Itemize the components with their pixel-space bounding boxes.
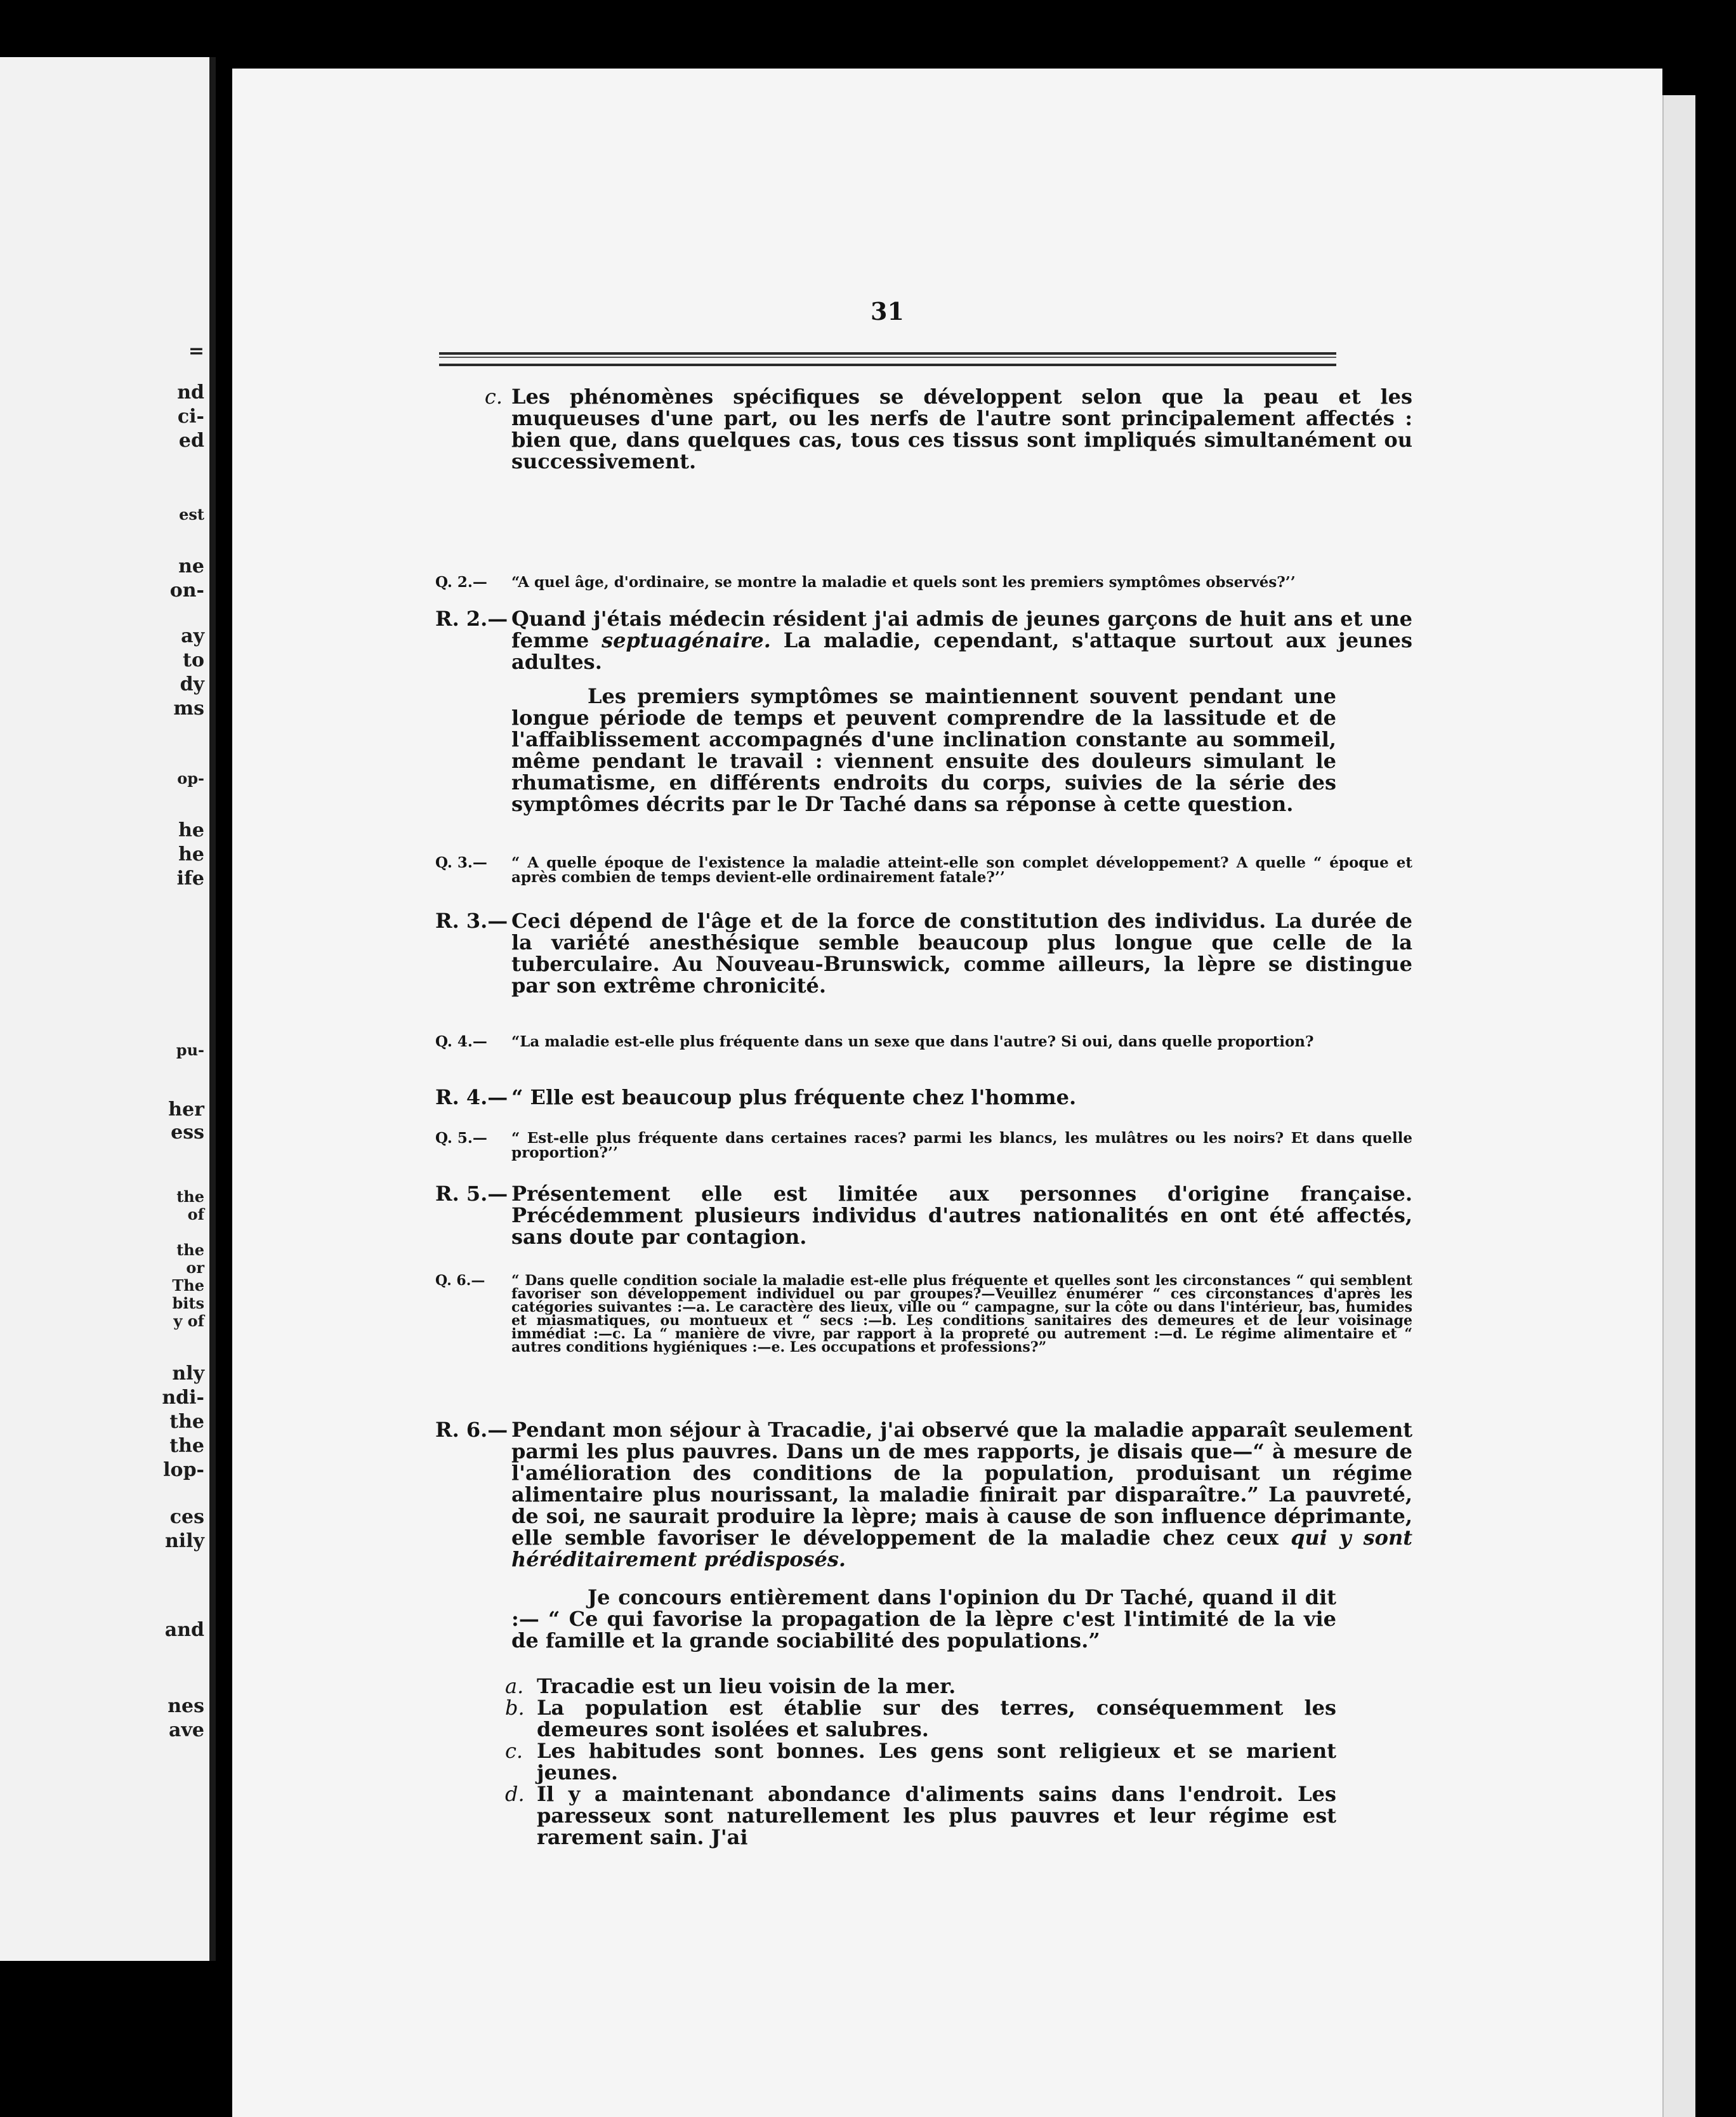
question-3 <box>435 855 1412 885</box>
left-text-fragment: the <box>169 1411 204 1433</box>
question-6-text: “ Dans quelle condition sociale la maladie est-elle plus fréquente et quelles sont les circonstances “ qui semblent favoriser son développement individuel ou par groupes?—Veuillez énumérer “ ces circonstances d'après les catégories suivantes :—a. Le caractère des lieux, ville ou “ campagne, sur la côte ou dans l'intérieur, bas, humides et miasmatiques, ou montueux et “ secs :—b. Les conditions sanitaires des demeures et de leur voisinage immédiat :—c. La “ manière de vivre, par rapport à la propreté ou autrement :—d. Le régime alimentaire et “ autres conditions hygiéniques :—e. Les occupations et professions?” <box>511 1272 1412 1355</box>
left-text-fragment: y of <box>173 1312 204 1330</box>
document-page <box>232 69 1662 2117</box>
answer-4 <box>435 1086 1412 1108</box>
answer-4-text: “ Elle est beaucoup plus fréquente chez l'homme. <box>511 1085 1077 1109</box>
list-item-d: d. Il y a maintenant abondance d'aliments sains dans l'endroit. Les paresseux sont naturellement les plus pauvres et leur régime est rarement sain. J'ai <box>505 1782 1336 1849</box>
answer-4-label: R. 4.— <box>435 1085 508 1109</box>
page-number: 31 <box>871 297 904 326</box>
left-text-fragment: to <box>183 649 204 671</box>
left-text-fragment: ms <box>173 697 204 720</box>
left-text-fragment: dy <box>180 673 204 696</box>
question-5-label: Q. 5.— <box>435 1130 487 1147</box>
left-text-fragment: on- <box>169 579 204 602</box>
answer-2-paragraph-2: Les premiers symptômes se maintiennent souvent pendant une longue période de temps et peuvent comprendre de la lassitude et de l'affaiblissement accompagnés d'une inclination constante au sommeil, même pendant le travail : viennent ensuite des douleurs simulant le rhumatisme, en différents endroits du corps, suivies de la série des symptômes décrits par le Dr Taché dans sa réponse à cette question. <box>511 684 1336 816</box>
left-text-fragment: pu- <box>176 1041 204 1059</box>
left-text-fragment: of <box>187 1205 204 1223</box>
answer-5 <box>435 1183 1412 1248</box>
question-2-text: “A quel âge, d'ordinaire, se montre la maladie et quels sont les premiers symptômes observés?’’ <box>511 574 1296 591</box>
left-text-fragment: ci- <box>177 406 204 428</box>
left-text-fragment: nd <box>177 381 204 404</box>
left-facing-page <box>0 57 216 1961</box>
answer-2 <box>435 608 1412 673</box>
left-text-fragment: lop- <box>163 1459 204 1481</box>
question-5-text: “ Est-elle plus fréquente dans certaines races? parmi les blancs, les mulâtres ou les noirs? Et dans quelle proportion?’’ <box>511 1130 1412 1161</box>
left-text-fragment: est <box>179 505 204 524</box>
answer-6-paragraph-2: Je concours entièrement dans l'opinion du Dr Taché, quand il dit :— “ Ce qui favorise la propagation de la lèpre c'est l'intimité de la vie de famille et la grande sociabilité des populations.” <box>511 1585 1336 1652</box>
left-text-fragment: nily <box>164 1530 204 1552</box>
answer-6-label: R. 6.— <box>435 1418 508 1442</box>
left-text-fragment: he <box>178 819 204 841</box>
left-text-fragment: nes <box>168 1695 204 1717</box>
left-text-fragment: or <box>186 1258 204 1277</box>
item-c-label: c. <box>484 385 503 409</box>
left-text-fragment: ne <box>178 555 204 577</box>
answer-6 <box>435 1419 1412 1570</box>
left-text-fragment: and <box>164 1619 204 1641</box>
left-text-fragment: the <box>176 1187 204 1206</box>
question-2 <box>435 575 1412 590</box>
left-text-fragment: the <box>176 1241 204 1259</box>
list-item-c: c. Les habitudes sont bonnes. Les gens sont religieux et se marient jeunes. <box>505 1739 1336 1784</box>
header-rule <box>439 352 1336 366</box>
question-4 <box>435 1034 1412 1049</box>
list-item-b: b. La population est établie sur des terres, conséquemment les demeures sont isolées et salubres. <box>505 1696 1336 1741</box>
left-text-fragment: the <box>169 1435 204 1457</box>
answer-6-list <box>435 1675 1336 1848</box>
left-text-fragment: ed <box>178 430 204 452</box>
question-6 <box>435 1274 1412 1354</box>
item-c <box>435 386 1412 472</box>
left-text-fragment: her <box>168 1098 204 1121</box>
question-3-text: “ A quelle époque de l'existence la maladie atteint-elle son complet développement? A quelle “ époque et après combien de temps devient-elle ordinairement fatale?’’ <box>511 854 1412 886</box>
question-6-label: Q. 6.— <box>435 1272 485 1289</box>
left-text-fragment: ife <box>176 867 204 890</box>
left-text-fragment: op- <box>177 769 204 788</box>
answer-2-label: R. 2.— <box>435 607 508 631</box>
answer-6-text-a: Pendant mon séjour à Tracadie, j'ai observé que la maladie apparaît seulement parmi les plus pauvres. Dans un de mes rapports, je disais que—“ à mesure de l'amélioration des conditions de la population, produisant un régime alimentaire plus nourissant, la maladie finirait par disparaître.” La pauvreté, de soi, ne saurait produire la lèpre; mais à cause de son influence déprimante, elle semble favoriser le développement de la maladie chez ceux <box>511 1418 1412 1550</box>
left-rule-fragment: = <box>188 340 204 362</box>
item-c-text: Les phénomènes spécifiques se développent selon que la peau et les muqueuses d'une part, ou les nerfs de l'autre sont principalement affectés : bien que, dans quelques cas, tous ces tissus sont impliqués simultanément ou successivement. <box>511 385 1412 473</box>
answer-5-label: R. 5.— <box>435 1182 508 1206</box>
left-text-fragment: nly <box>172 1362 204 1385</box>
left-text-fragment: ess <box>171 1121 204 1144</box>
left-text-fragment: ndi- <box>162 1387 204 1409</box>
question-5 <box>435 1131 1412 1160</box>
left-text-fragment: ave <box>169 1719 204 1741</box>
question-2-label: Q. 2.— <box>435 574 487 591</box>
question-4-text: “La maladie est-elle plus fréquente dans un sexe que dans l'autre? Si oui, dans quelle proportion? <box>511 1033 1314 1050</box>
answer-2-italic: septuagénaire. <box>602 628 771 652</box>
answer-5-text: Présentement elle est limitée aux personnes d'origine française. Précédemment plusieurs individus d'autres nationalités en ont été affectés, sans doute par contagion. <box>511 1182 1412 1249</box>
answer-3-text: Ceci dépend de l'âge et de la force de constitution des individus. La durée de la variété anesthésique semble beaucoup plus longue que celle de la tuberculaire. Au Nouveau-Brunswick, comme ailleurs, la lèpre se distingue par son extrême chronicité. <box>511 909 1412 998</box>
list-item-a: a. Tracadie est un lieu voisin de la mer. <box>505 1674 956 1698</box>
answer-2-text-b: La maladie, cependant, s'attaque surtout aux jeunes adultes. <box>511 628 1413 674</box>
page-edge <box>1662 95 1695 2117</box>
left-text-fragment: he <box>178 843 204 866</box>
answer-3 <box>435 910 1412 996</box>
left-text-fragment: ces <box>169 1506 204 1528</box>
answer-6-italic: qui y sont héréditairement prédisposés. <box>511 1526 1413 1571</box>
left-text-fragment: The <box>172 1276 204 1295</box>
answer-3-label: R. 3.— <box>435 909 508 933</box>
left-text-fragment: ay <box>181 625 204 647</box>
answer-2-text-a: Quand j'étais médecin résident j'ai admis de jeunes garçons de huit ans et une femme <box>511 607 1412 652</box>
question-3-label: Q. 3.— <box>435 854 487 871</box>
question-4-label: Q. 4.— <box>435 1033 487 1050</box>
left-text-fragment: bits <box>172 1294 204 1312</box>
